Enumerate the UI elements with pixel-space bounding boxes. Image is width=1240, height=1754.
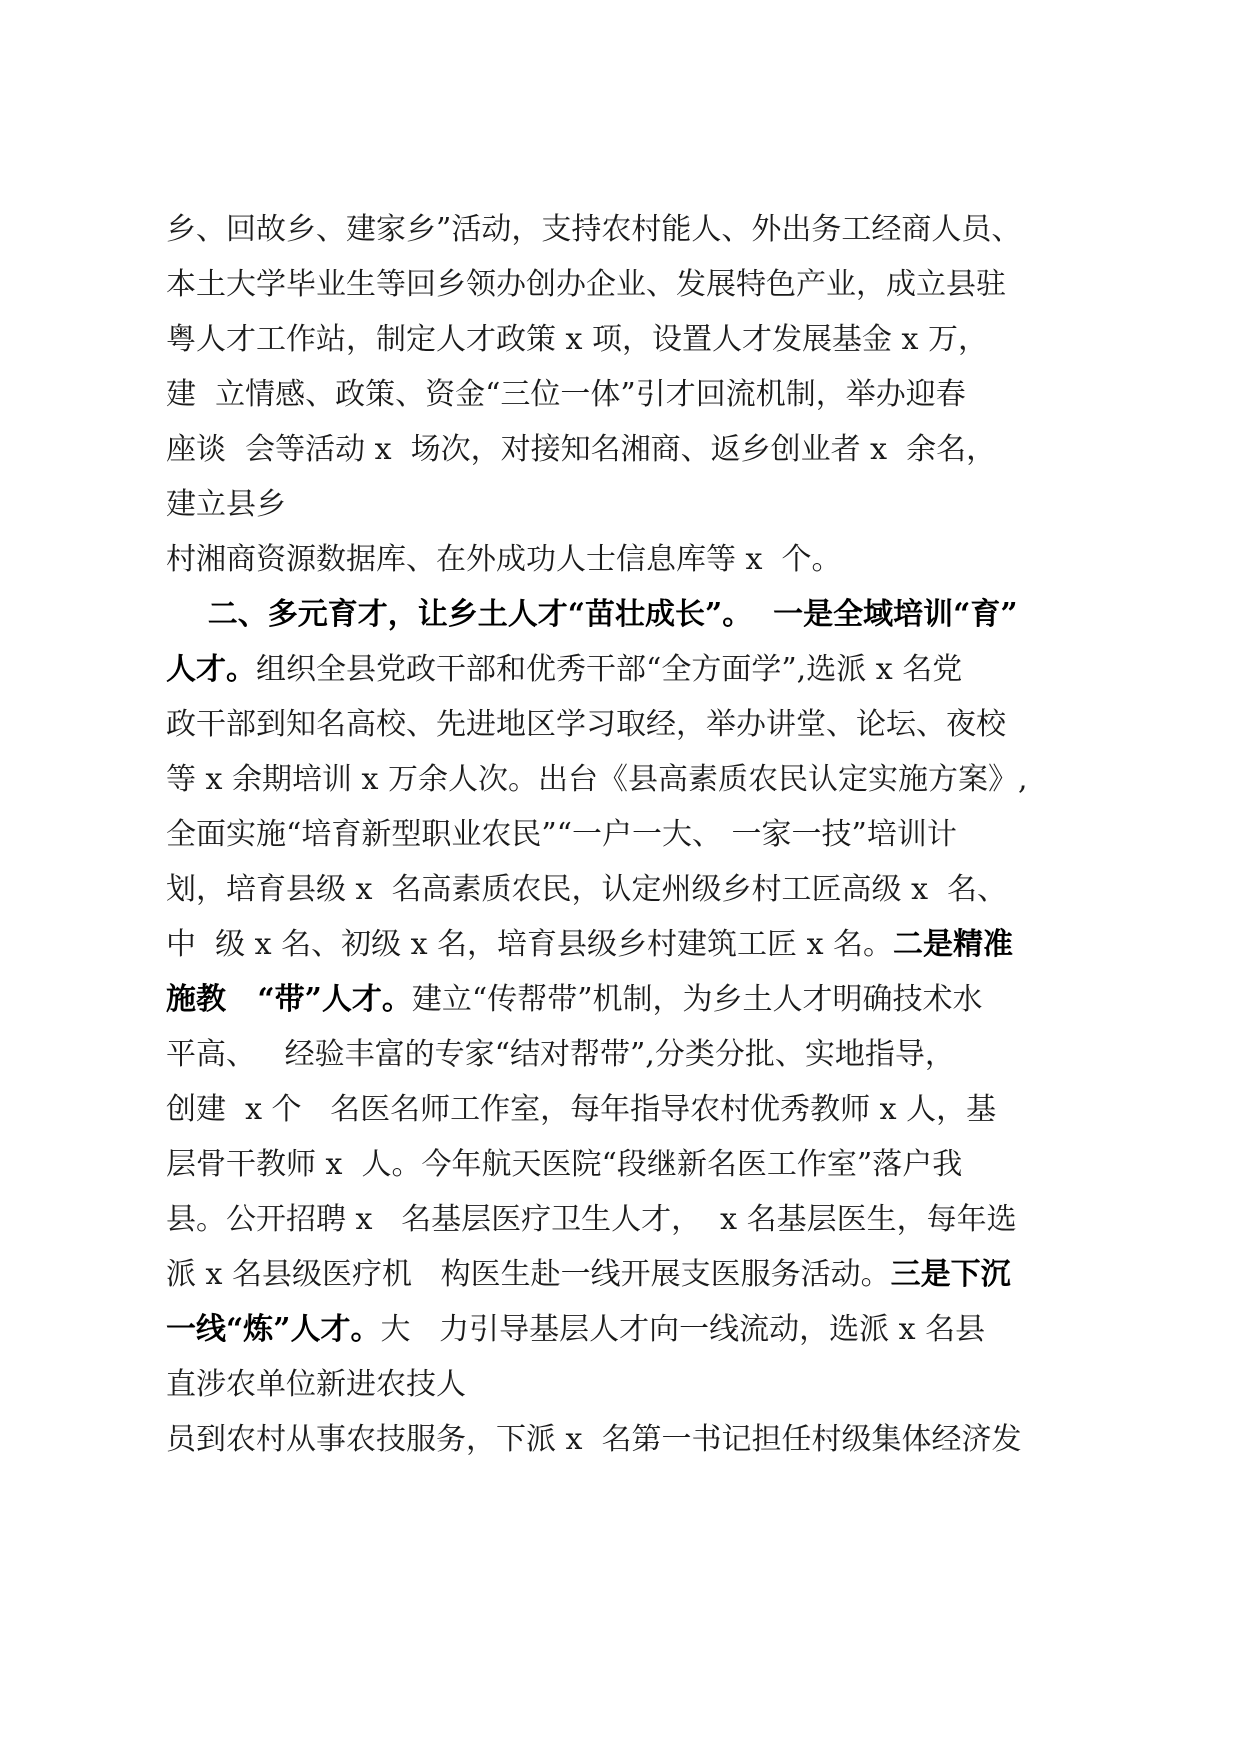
text-line xyxy=(166,1247,1086,1302)
text-line xyxy=(166,1082,1086,1137)
text-segment: 座谈 会等活动 x 场次，对接知名湘商、返乡创业者 x 余名， xyxy=(166,432,997,467)
text-segment: 大 力引导基层人才向一线流动，选派 x 名县 xyxy=(380,1312,986,1347)
text-segment: 平高、 经验丰富的专家“结对帮带”,分类分批、实地指导， xyxy=(166,1037,955,1072)
text-segment: 村湘商资源数据库、在外成功人士信息库等 x 个。 xyxy=(166,542,842,577)
text-segment: 粤人才工作站，制定人才政策 x 项，设置人才发展基金 x 万， xyxy=(166,322,988,357)
text-line xyxy=(166,367,1086,422)
text-segment: 建立县乡 xyxy=(166,487,286,522)
text-segment: 划，培育县级 x 名高素质农民，认定州级乡村工匠高级 x 名、 xyxy=(166,872,1008,907)
text-line xyxy=(166,1027,1086,1082)
bold-text-segment: 施教 “带”人才。 xyxy=(166,982,412,1017)
text-line xyxy=(166,257,1086,312)
text-line xyxy=(166,917,1086,972)
bold-text-segment: 三是下沉 xyxy=(890,1257,1011,1292)
text-segment: 创建 x 个 名医名师工作室，每年指导农村优秀教师 x 人，基 xyxy=(166,1092,997,1127)
text-line xyxy=(166,587,1086,642)
text-line xyxy=(166,752,1086,807)
text-line xyxy=(166,1302,1086,1357)
text-line xyxy=(166,202,1086,257)
text-line xyxy=(166,862,1086,917)
text-line xyxy=(166,312,1086,367)
text-segment: 派 x 名县级医疗机 构医生赴一线开展支医服务活动。 xyxy=(166,1257,891,1292)
document-body xyxy=(166,202,1086,1467)
text-segment: 政干部到知名高校、先进地区学习取经，举办讲堂、论坛、夜校 xyxy=(166,707,1006,742)
text-segment: 县。公开招聘 x 名基层医疗卫生人才， x 名基层医生，每年选 xyxy=(166,1202,1017,1237)
text-segment: 建 立情感、政策、资金“三位一体”引才回流机制，举办迎春 xyxy=(166,377,966,412)
bold-text-segment: 二是精准 xyxy=(893,927,1014,962)
bold-text-segment: 一线“炼”人才。 xyxy=(166,1312,381,1347)
text-line xyxy=(166,972,1086,1027)
text-line xyxy=(166,697,1086,752)
bold-text-segment: 二、多元育才，让乡土人才“苗壮成长”。 一是全域培训“育” xyxy=(166,597,1018,632)
text-line xyxy=(166,532,1086,587)
text-segment: 本土大学毕业生等回乡领办创办企业、发展特色产业，成立县驻 xyxy=(166,267,1006,302)
text-segment: 中 级 x 名、初级 x 名，培育县级乡村建筑工匠 x 名。 xyxy=(166,927,894,962)
text-segment: 全面实施“培育新型职业农民”“一户一大、 一家一技”培训计 xyxy=(166,817,957,852)
text-line xyxy=(166,1137,1086,1192)
text-line xyxy=(166,1357,1086,1412)
text-line xyxy=(166,422,1086,477)
text-segment: 组织全县党政干部和优秀干部“全方面学”,选派 x 名党 xyxy=(256,652,963,687)
text-line xyxy=(166,642,1086,697)
text-segment: 员到农村从事农技服务，下派 x 名第一书记担任村级集体经济发 xyxy=(166,1422,1022,1457)
text-segment: 层骨干教师 x 人。今年航天医院“段继新名医工作室”落户我 xyxy=(166,1147,963,1182)
bold-text-segment: 人才。 xyxy=(166,652,256,687)
text-line xyxy=(166,477,1086,532)
text-segment: 直涉农单位新进农技人 xyxy=(166,1367,466,1402)
text-line xyxy=(166,807,1086,862)
text-segment: 等 x 余期培训 x 万余人次。出台《县高素质农民认定实施方案》, xyxy=(166,762,1028,797)
text-segment: 乡、回故乡、建家乡”活动，支持农村能人、外出务工经商人员、 xyxy=(166,212,1022,247)
text-line xyxy=(166,1412,1086,1467)
text-line xyxy=(166,1192,1086,1247)
text-segment: 建立“传帮带”机制，为乡土人才明确技术水 xyxy=(411,982,983,1017)
